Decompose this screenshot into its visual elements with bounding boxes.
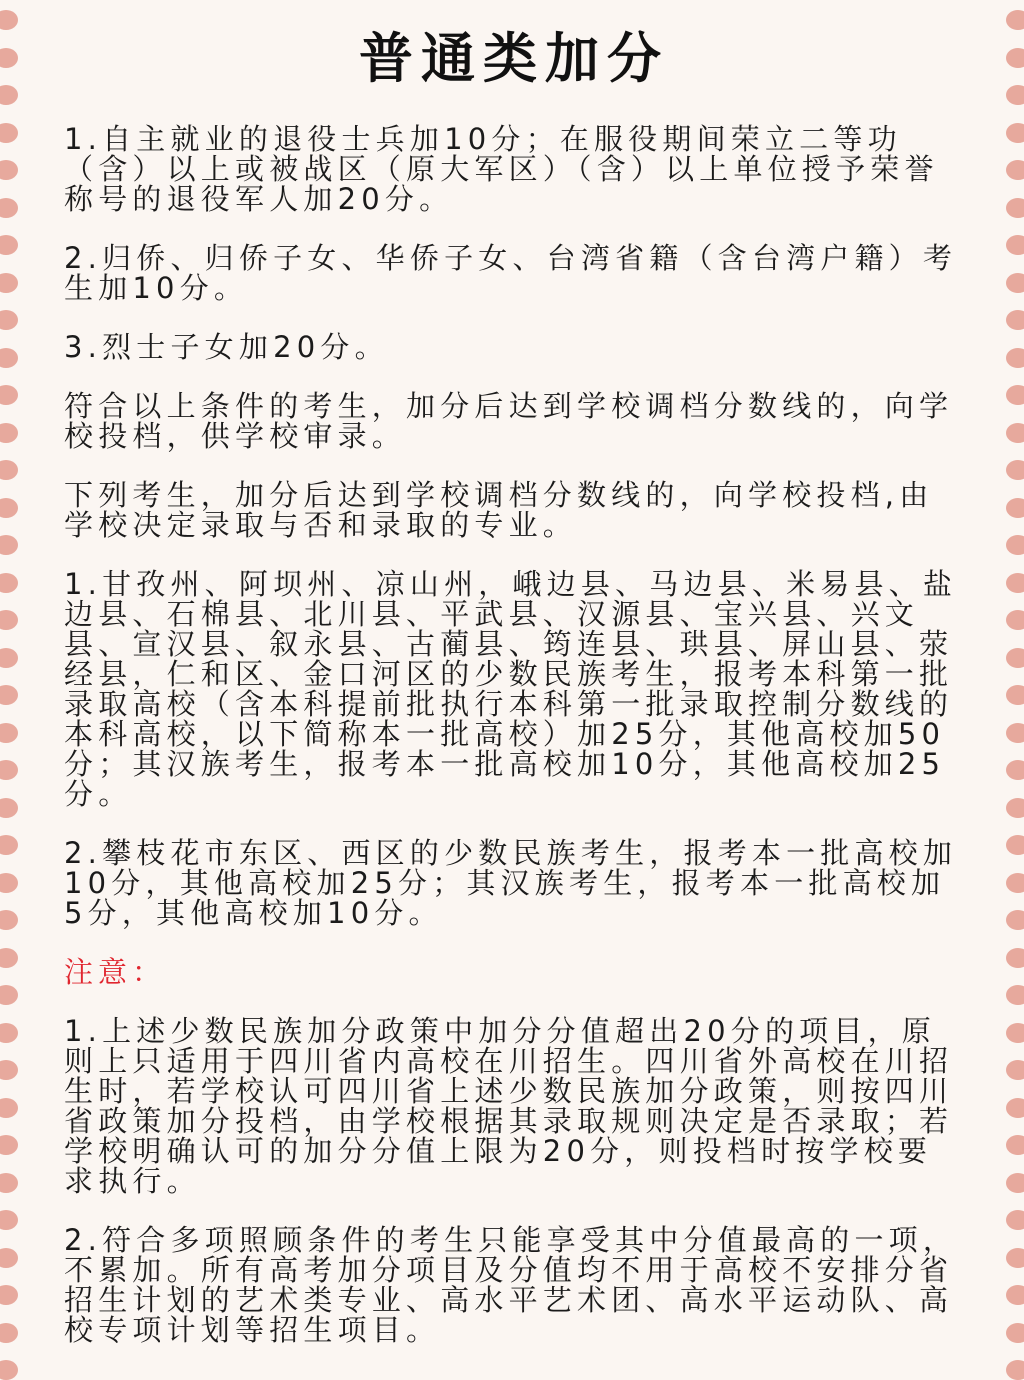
scallop-shape	[0, 385, 18, 405]
scallop-shape	[0, 310, 18, 330]
scallop-shape	[1006, 798, 1024, 818]
scallop-shape	[0, 835, 18, 855]
scallop-shape	[1006, 10, 1024, 30]
scallop-shape	[0, 723, 18, 743]
scallop-shape	[1006, 385, 1024, 405]
scallop-shape	[0, 948, 18, 968]
scallop-shape	[1006, 1023, 1024, 1043]
scallop-shape	[1006, 1060, 1024, 1080]
scallop-shape	[1006, 573, 1024, 593]
scallop-shape	[1006, 610, 1024, 630]
scallop-shape	[0, 423, 18, 443]
page-title: 普通类加分	[359, 27, 669, 90]
scallop-shape	[1006, 948, 1024, 968]
scallop-shape	[1006, 348, 1024, 368]
paragraph-note-1: 1.上述少数民族加分政策中加分分值超出20分的项目，原则上只适用于四川省内高校在川招生。四川省外高校在川招生时，若学校认可四川省上述少数民族加分政策，则按四川省政策加分投档，由学校根据其录取规则决定是否录取；若学校明确认可的加分分值上限为20分，则投档时按学校要求执行。	[64, 1014, 954, 1198]
scallop-shape	[0, 198, 18, 218]
scallop-shape	[0, 1023, 18, 1043]
scallop-shape	[1006, 1360, 1024, 1380]
scallop-shape	[0, 648, 18, 668]
scallop-shape	[0, 1135, 18, 1155]
scallop-shape	[1006, 1248, 1024, 1268]
scallop-shape	[0, 573, 18, 593]
paragraph-school-decides: 下列考生，加分后达到学校调档分数线的，向学校投档,由学校决定录取与否和录取的专业。	[64, 478, 934, 542]
scallop-shape	[0, 1248, 18, 1268]
scallop-shape	[1006, 1135, 1024, 1155]
scallop-shape	[0, 910, 18, 930]
scallop-shape	[0, 985, 18, 1005]
scallop-shape	[0, 760, 18, 780]
paragraph-bonus-overseas-chinese: 2.归侨、归侨子女、华侨子女、台湾省籍（含台湾户籍）考生加10分。	[64, 241, 958, 305]
scallop-shape	[0, 1098, 18, 1118]
scallop-shape	[1006, 48, 1024, 68]
scallop-shape	[1006, 498, 1024, 518]
scallop-shape	[0, 535, 18, 555]
scallop-shape	[0, 1323, 18, 1343]
scallop-shape	[0, 1060, 18, 1080]
note-label: 注意：	[64, 955, 167, 989]
scallop-shape	[1006, 423, 1024, 443]
scallop-shape	[1006, 910, 1024, 930]
scallop-shape	[1006, 685, 1024, 705]
scallop-shape	[1006, 123, 1024, 143]
paragraph-panzhihua: 2.攀枝花市东区、西区的少数民族考生，报考本一批高校加10分，其他高校加25分；其汉族考生，报考本一批高校加5分，其他高校加10分。	[64, 836, 958, 930]
scallop-shape	[0, 1173, 18, 1193]
scallop-shape	[0, 235, 18, 255]
scallop-shape	[1006, 648, 1024, 668]
document-body	[64, 22, 964, 1374]
paragraph-bonus-martyrs-children: 3.烈士子女加20分。	[64, 330, 389, 364]
scallop-shape	[0, 685, 18, 705]
scallop-shape	[0, 610, 18, 630]
scallop-shape	[0, 85, 18, 105]
scallop-shape	[1006, 535, 1024, 555]
scallop-shape	[0, 160, 18, 180]
scallop-shape	[0, 48, 18, 68]
scallop-shape	[1006, 85, 1024, 105]
scallop-shape	[1006, 1210, 1024, 1230]
scallop-shape	[1006, 1323, 1024, 1343]
scallop-shape	[1006, 273, 1024, 293]
scallop-shape	[1006, 985, 1024, 1005]
scallop-shape	[0, 798, 18, 818]
scallop-shape	[1006, 460, 1024, 480]
right-scalloped-border	[984, 0, 1024, 1369]
paragraph-admission-rule: 符合以上条件的考生，加分后达到学校调档分数线的，向学校投档，供学校审录。	[64, 389, 954, 453]
scallop-shape	[0, 873, 18, 893]
scallop-shape	[0, 123, 18, 143]
paragraph-ethnic-regions: 1.甘孜州、阿坝州、凉山州，峨边县、马边县、米易县、盐边县、石棉县、北川县、平武县、汉源县、宝兴县、兴文县、宣汉县、叙永县、古蔺县、筠连县、珙县、屏山县、荥经县，仁和区、金口河区的少数民族考生，报考本科第一批录取高校（含本科提前批执行本科第一批录取控制分数线的本科高校，以下简称本一批高校）加25分，其他高校加50分；其汉族考生，报考本一批高校加10分，其他高校加25分。	[64, 567, 958, 811]
paragraph-note-2: 2.符合多项照顾条件的考生只能享受其中分值最高的一项，不累加。所有高考加分项目及分值均不用于高校不安排分省招生计划的艺术类专业、高水平艺术团、高水平运动队、高校专项计划等招生项目。	[64, 1223, 958, 1347]
scallop-shape	[1006, 723, 1024, 743]
scallop-shape	[0, 348, 18, 368]
scallop-shape	[1006, 1173, 1024, 1193]
scallop-shape	[0, 1360, 18, 1380]
scallop-shape	[1006, 198, 1024, 218]
scallop-shape	[1006, 835, 1024, 855]
scallop-shape	[1006, 235, 1024, 255]
scallop-shape	[0, 1210, 18, 1230]
left-scalloped-border	[0, 0, 40, 1369]
scallop-shape	[0, 460, 18, 480]
scallop-shape	[1006, 760, 1024, 780]
scallop-shape	[0, 273, 18, 293]
scallop-shape	[0, 10, 18, 30]
scallop-shape	[1006, 310, 1024, 330]
paragraph-bonus-veterans: 1.自主就业的退役士兵加10分；在服役期间荣立二等功（含）以上或被战区（原大军区）（含）以上单位授予荣誉称号的退役军人加20分。	[64, 122, 939, 216]
scallop-shape	[1006, 1285, 1024, 1305]
scallop-shape	[0, 498, 18, 518]
scallop-shape	[1006, 873, 1024, 893]
scallop-shape	[0, 1285, 18, 1305]
scallop-shape	[1006, 1098, 1024, 1118]
scallop-shape	[1006, 160, 1024, 180]
